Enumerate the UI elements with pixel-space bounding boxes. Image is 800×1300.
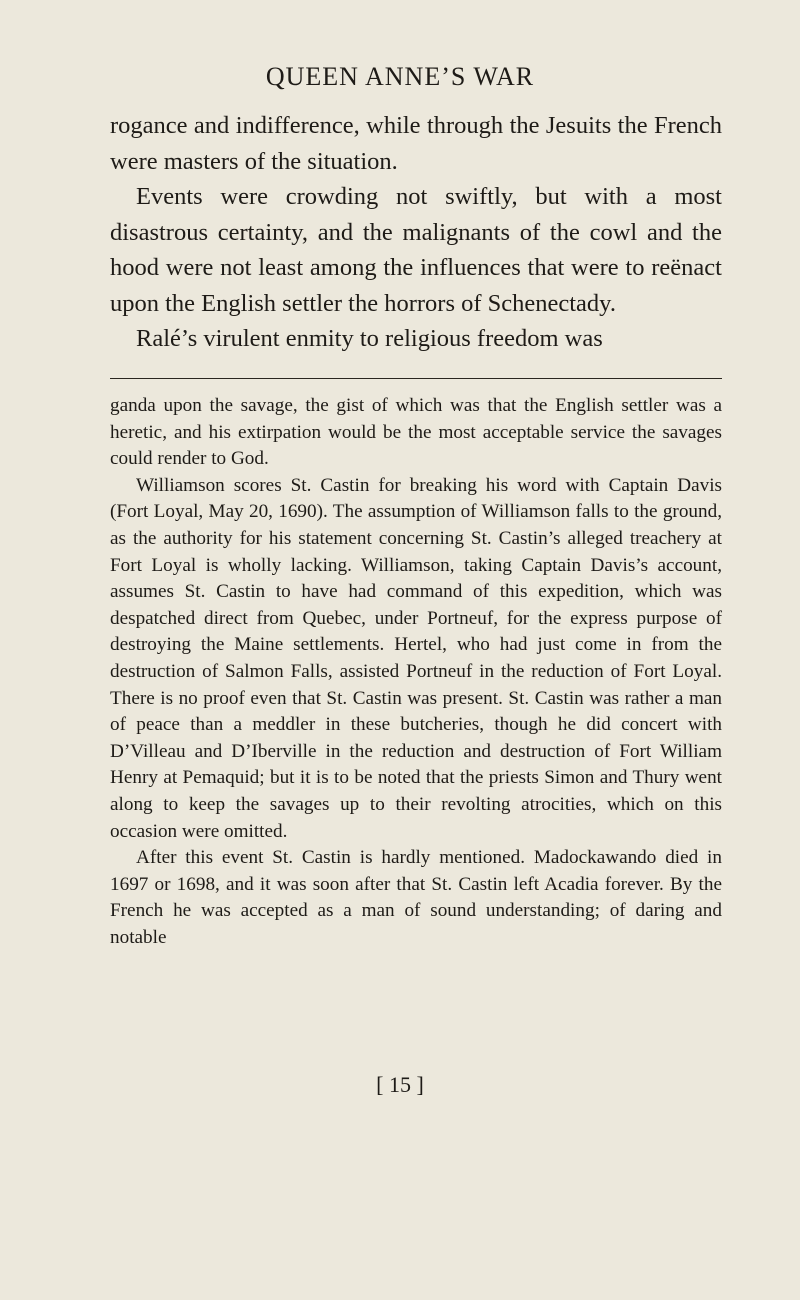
body-paragraph: Events were crowding not swiftly, but with a most disastrous certainty, and the malignants of the cowl and the hood were not least among the influences that were to reënact upon the English settler the horrors of Schenectady. [110, 183, 722, 317]
running-head: QUEEN ANNE’S WAR [265, 62, 535, 91]
main-text [110, 108, 722, 357]
footnote-paragraph: ganda upon the savage, the gist of which was that the English settler was a heretic, and his extirpation would be the most acceptable service the savages could render to God. [110, 395, 722, 470]
footnote-block [110, 393, 722, 951]
footnote-paragraph: Williamson scores St. Castin for breaking his word with Captain Davis (Fort Loyal, May 20, 1690). The assumption of Williamson falls to the ground, as the authority for his statement concerning St. Castin’s alleged treachery at Fort Loyal is wholly lacking. Williamson, taking Captain Davis’s account, assumes St. Castin to have had command of this expedition, which was despatched direct from Quebec, under Portneuf, for the express purpose of destroying the Maine settlements. Hertel, who had just come in from the destruction of Salmon Falls, assisted Portneuf in the reduction of Fort Loyal. There is no proof even that St. Castin was present. St. Castin was rather a man of peace than a meddler in these butcheries, though he did concert with D’Villeau and D’Iberville in the reduction and destruction of Fort William Henry at Pemaquid; but it is to be noted that the priests Simon and Thury went along to keep the savages up to their revolting atrocities, which on this occasion were omitted. [110, 474, 722, 842]
footnote-paragraph: After this event St. Castin is hardly mentioned. Madockawando died in 1697 or 1698, and it was soon after that St. Castin left Acadia forever. By the French he was accepted as a man of sound understanding; of daring and notable [110, 847, 722, 948]
page-number: [ 15 ] [376, 1072, 424, 1097]
footnote-divider [110, 378, 722, 379]
body-paragraph: rogance and indifference, while through the Jesuits the French were masters of the situation. [110, 112, 722, 175]
body-paragraph: Ralé’s virulent enmity to religious freedom was [136, 325, 603, 352]
